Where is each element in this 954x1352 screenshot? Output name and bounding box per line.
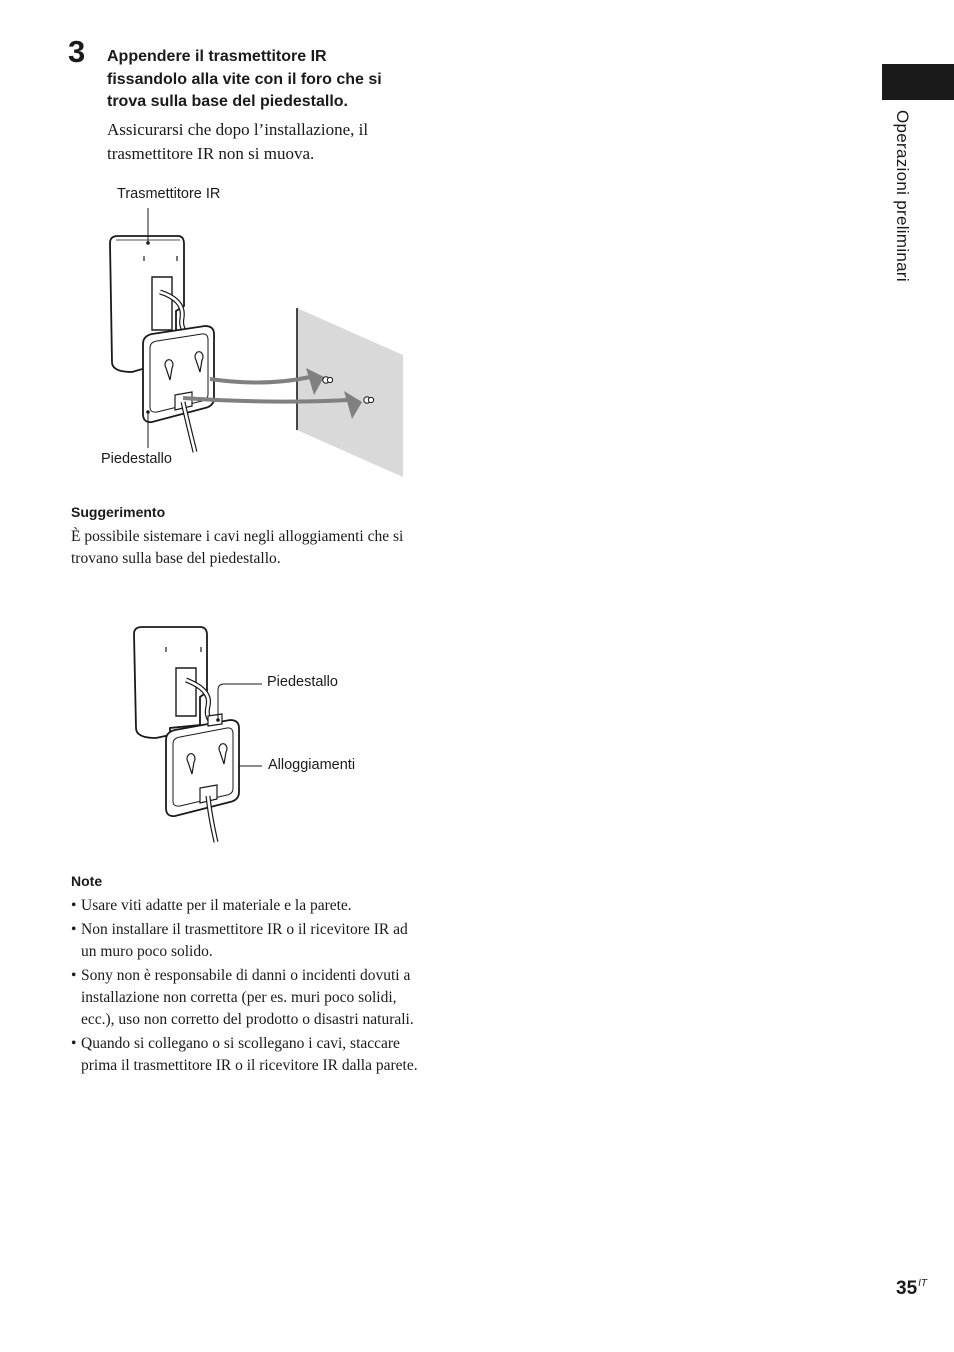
section-tab-marker	[882, 64, 954, 100]
tip-heading: Suggerimento	[71, 504, 166, 520]
note-line: • Sony non è responsabile di danni o incidenti dovuti a	[81, 967, 411, 984]
step-title-line: fissandolo alla vite con il foro che si	[107, 70, 382, 88]
note-item	[71, 919, 451, 963]
note-line: • Quando si collegano o si scollegano i cavi, staccare	[81, 1035, 400, 1052]
page-number-value: 35	[896, 1278, 918, 1299]
tip-line: trovano sulla base del piedestallo.	[71, 550, 281, 567]
step-title-line: trova sulla base del piedestallo.	[107, 93, 348, 110]
page-number-suffix: IT	[918, 1278, 928, 1289]
figure-wall-mount-illustration	[95, 180, 425, 490]
tip-line: È possibile sistemare i cavi negli alloggiamenti che si	[71, 528, 404, 545]
section-label-text: Operazioni preliminari	[893, 110, 912, 282]
label-alloggiamenti: Alloggiamenti	[268, 757, 356, 773]
note-line: ecc.), uso non corretto del prodotto o disastri naturali.	[81, 1011, 414, 1028]
note-item	[71, 895, 451, 917]
note-line: • Non installare il trasmettitore IR o il ricevitore IR ad	[81, 921, 408, 938]
notes-heading: Note	[71, 873, 103, 889]
note-line: prima il trasmettitore IR o il ricevitore IR dalla parete.	[81, 1057, 418, 1074]
note-line: • Usare viti adatte per il materiale e la parete.	[81, 897, 352, 914]
step-body	[107, 118, 447, 166]
step-number: 3	[68, 34, 86, 69]
label-piedestallo-figure1: Piedestallo	[101, 451, 172, 467]
notes-list	[71, 895, 451, 1079]
step-body-line: trasmettitore IR non si muova.	[107, 144, 315, 163]
page-number	[896, 1278, 927, 1300]
note-item	[71, 1033, 451, 1077]
tip-body	[71, 526, 451, 570]
label-trasmettitore-ir: Trasmettitore IR	[117, 186, 221, 202]
step-title	[107, 46, 447, 114]
step-title-line: Appendere il trasmettitore IR	[107, 48, 327, 65]
step-body-line: Assicurarsi che dopo l’installazione, il	[107, 120, 369, 139]
figure-cable-slots-illustration	[125, 620, 385, 850]
section-label	[892, 110, 918, 340]
note-line: un muro poco solido.	[81, 943, 213, 960]
note-item	[71, 965, 451, 1031]
label-piedestallo-figure2: Piedestallo	[267, 674, 338, 690]
note-line: installazione non corretta (per es. muri poco solidi,	[81, 989, 397, 1006]
